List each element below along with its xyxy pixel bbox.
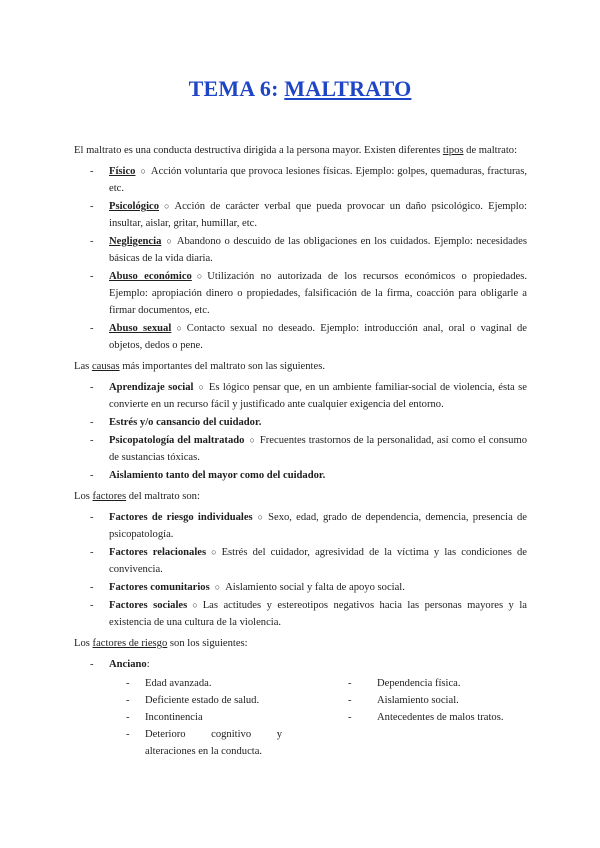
list-item xyxy=(74,414,527,431)
risk-column-left xyxy=(109,675,318,760)
title-main: MALTRATO xyxy=(284,76,412,101)
list-item xyxy=(74,579,527,596)
risk-item: - Deterioro cognitivo y alteraciones en la conducta. xyxy=(109,726,318,760)
risk-item: - Antecedentes de malos tratos. xyxy=(348,709,527,726)
risk-item: - Edad avanzada. xyxy=(109,675,318,692)
list-item-desc: Frecuentes trastornos de la personalidad, así como el consumo de sustancias tóxicas. xyxy=(109,435,528,463)
intro-paragraph xyxy=(74,142,527,159)
list-item-term: Factores comunitarios xyxy=(109,582,210,593)
list-item-desc: Estrés del cuidador, agresividad de la víctima y las condiciones de convivencia. xyxy=(109,547,527,575)
circle-bullet-icon: ○ xyxy=(198,382,204,392)
list-item-desc: Utilización no autorizada de los recursos económicos o propiedades. Ejemplo: apropiación dinero o propiedades, falsificación de la firma, coacción para obligarle a firmar documentos, etc. xyxy=(109,271,527,316)
risk-list xyxy=(74,656,527,760)
list-item xyxy=(74,163,527,197)
list-item-term: Físico xyxy=(109,166,136,177)
list-item xyxy=(74,379,527,413)
list-item xyxy=(74,320,527,354)
factors-text-end: del maltrato son: xyxy=(126,491,200,502)
factors-underlined: factores xyxy=(92,491,127,502)
risk-group-label: Anciano xyxy=(109,659,147,670)
circle-bullet-icon: ○ xyxy=(192,600,198,610)
factors-text: Los xyxy=(74,491,93,502)
risk-paragraph xyxy=(74,635,527,652)
types-list xyxy=(74,163,527,354)
risk-group-suffix: : xyxy=(146,659,150,670)
list-item-term: Factores sociales xyxy=(109,600,188,611)
list-item-term: Psicopatología del maltratado xyxy=(109,435,245,446)
list-item-desc: Abandono o descuido de las obligaciones en los cuidados. Ejemplo: necesidades básicas de la vida diaria. xyxy=(109,236,527,264)
list-item-term: Aprendizaje social xyxy=(109,382,194,393)
factors-list xyxy=(74,509,527,631)
list-item-desc: Es lógico pensar que, en un ambiente familiar-social de violencia, ésta se convierte en un recurso fácil y justificado ante cualquier exigencia del entorno. xyxy=(109,382,527,410)
document-body xyxy=(74,142,527,764)
list-item-desc: Aislamiento social y falta de apoyo social. xyxy=(225,582,405,593)
circle-bullet-icon: ○ xyxy=(257,512,264,522)
risk-column-right xyxy=(318,675,527,760)
risk-underlined: factores de riesgo xyxy=(92,638,168,649)
risk-item: - Incontinencia xyxy=(109,709,318,726)
causes-list xyxy=(74,379,527,484)
causes-paragraph xyxy=(74,358,527,375)
risk-item: - Dependencia física. xyxy=(348,675,527,692)
list-item-term: Estrés y/o cansancio del cuidador. xyxy=(109,417,262,428)
causes-underlined: causas xyxy=(91,361,120,372)
list-item-term: Factores relacionales xyxy=(109,547,207,558)
list-item xyxy=(74,597,527,631)
list-item xyxy=(74,432,527,466)
risk-text-end: son los siguientes: xyxy=(167,638,248,649)
circle-bullet-icon: ○ xyxy=(166,236,172,246)
factors-paragraph xyxy=(74,488,527,505)
list-item-term: Psicológico xyxy=(109,201,160,212)
list-item-desc: Las actitudes y estereotipos negativos hacia las personas mayores y la existencia de una cultura de la violencia. xyxy=(109,600,527,628)
risk-item: - Deficiente estado de salud. xyxy=(109,692,318,709)
list-item-desc: Sexo, edad, grado de dependencia, demencia, presencia de psicopatología. xyxy=(109,512,527,540)
title-prefix: TEMA 6: xyxy=(188,76,285,101)
circle-bullet-icon: ○ xyxy=(140,166,146,176)
risk-item: - Aislamiento social. xyxy=(348,692,527,709)
intro-text: El maltrato es una conducta destructiva dirigida a la persona mayor. Existen diferentes xyxy=(74,145,443,156)
circle-bullet-icon: ○ xyxy=(211,547,217,557)
circle-bullet-icon: ○ xyxy=(196,271,203,281)
list-item xyxy=(74,198,527,232)
list-item xyxy=(74,656,527,760)
list-item xyxy=(74,544,527,578)
intro-text-end: de maltrato: xyxy=(463,145,518,156)
circle-bullet-icon: ○ xyxy=(249,435,255,445)
list-item-term: Abuso económico xyxy=(109,271,192,282)
list-item-desc: Acción de carácter verbal que pueda provocar un daño psicológico. Ejemplo: insultar, aislar, gritar, humillar, etc. xyxy=(109,201,527,229)
list-item xyxy=(74,467,527,484)
list-item-term: Aislamiento tanto del mayor como del cuidador. xyxy=(109,470,326,481)
circle-bullet-icon: ○ xyxy=(176,323,182,333)
page-title xyxy=(0,76,600,102)
list-item-term: Factores de riesgo individuales xyxy=(109,512,253,523)
circle-bullet-icon: ○ xyxy=(214,582,221,592)
list-item-term: Abuso sexual xyxy=(109,323,172,334)
list-item-desc: Contacto sexual no deseado. Ejemplo: introducción anal, oral o vaginal de objetos, dedos o pene. xyxy=(109,323,527,351)
list-item xyxy=(74,268,527,319)
circle-bullet-icon: ○ xyxy=(164,201,170,211)
causes-text-end: más importantes del maltrato son las siguientes. xyxy=(119,361,325,372)
intro-underlined: tipos xyxy=(442,145,464,156)
list-item-term: Negligencia xyxy=(109,236,162,247)
list-item xyxy=(74,509,527,543)
list-item-desc: Acción voluntaria que provoca lesiones físicas. Ejemplo: golpes, quemaduras, fracturas, etc. xyxy=(109,166,527,194)
risk-text: Los xyxy=(74,638,93,649)
risk-columns xyxy=(109,675,527,760)
list-item xyxy=(74,233,527,267)
causes-text: Las xyxy=(74,361,92,372)
